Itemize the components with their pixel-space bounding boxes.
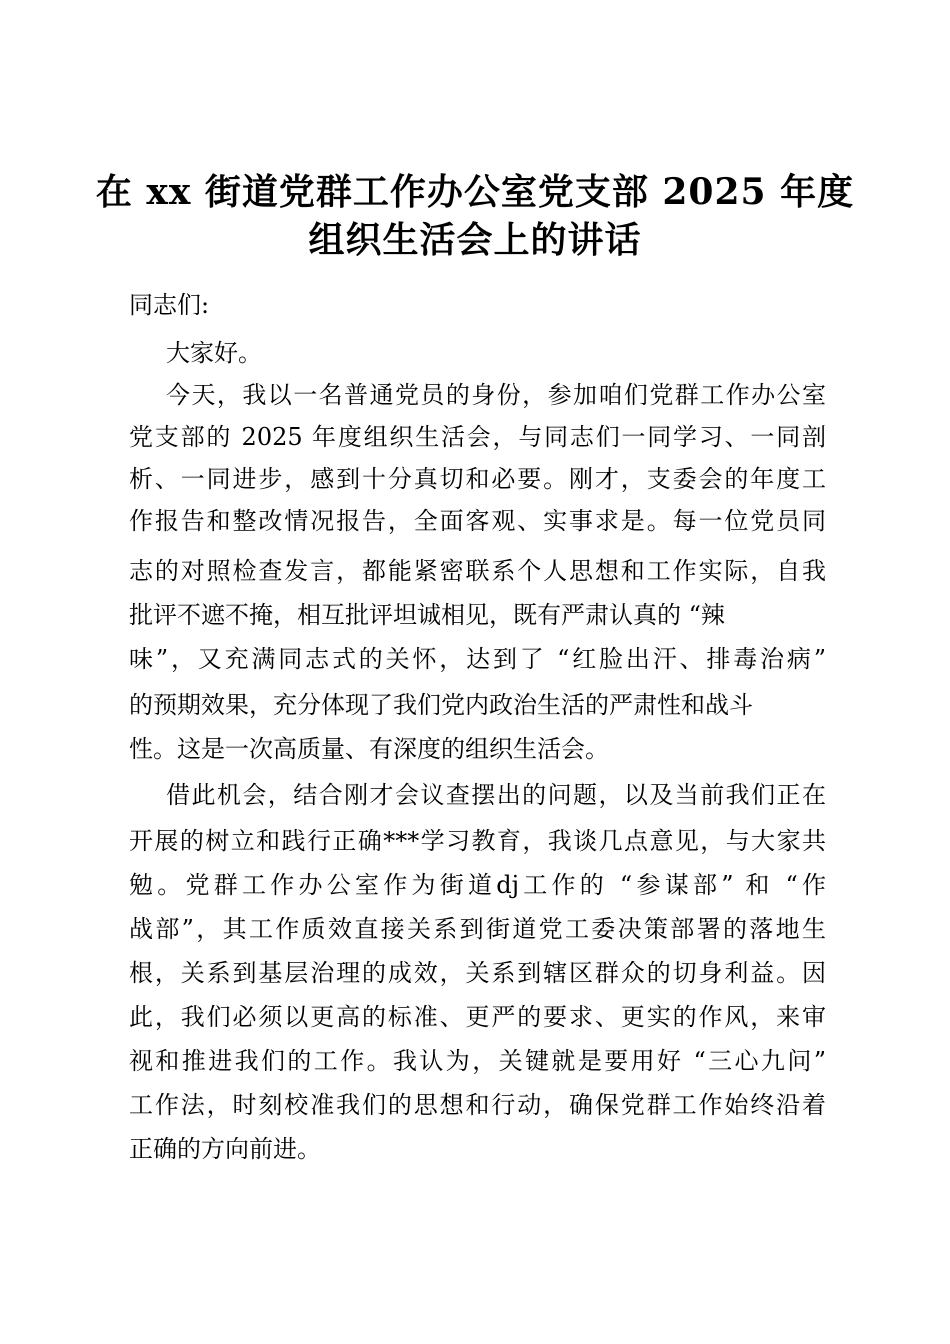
paragraph-1-line-9: 性。这是一次高质量、有深度的组织生活会。 bbox=[129, 735, 609, 763]
paragraph-1-line-3: 析、一同进步，感到十分真切和必要。刚才，支委会的年度工 bbox=[129, 465, 826, 493]
document-title-line-2: 组织生活会上的讲话 bbox=[308, 219, 642, 261]
paragraph-1-line-8: 的预期效果，充分体现了我们党内政治生活的严肃性和战斗 bbox=[129, 691, 753, 719]
paragraph-2-line-4: 战部”，其工作质效直接关系到街道党工委决策部署的落地生 bbox=[129, 915, 826, 943]
paragraph-1-line-2: 党支部的 2025 年度组织生活会，与同志们一同学习、一同剖 bbox=[129, 423, 826, 451]
paragraph-2-line-6: 此，我们必须以更高的标准、更严的要求、更实的作风，来审 bbox=[129, 1003, 826, 1031]
paragraph-1-line-1: 今天，我以一名普通党员的身份，参加咱们党群工作办公室 bbox=[166, 381, 826, 409]
paragraph-2-line-3: 勉。党群工作办公室作为街道dj工作的 “参谋部” 和 “作 bbox=[129, 871, 826, 899]
paragraph-2-line-1: 借此机会，结合刚才会议查摆出的问题，以及当前我们正在 bbox=[166, 781, 826, 809]
paragraph-1-line-5: 志的对照检查发言，都能紧密联系个人思想和工作实际，自我 bbox=[129, 557, 826, 585]
paragraph-1-line-4: 作报告和整改情况报告，全面客观、实事求是。每一位党员同 bbox=[129, 507, 826, 535]
greeting: 大家好。 bbox=[166, 339, 262, 367]
document-title-line-1: 在 xx 街道党群工作办公室党支部 2025 年度 bbox=[95, 171, 855, 213]
paragraph-1-line-7: 味”，又充满同志式的关怀，达到了 “红脸出汗、排毒治病” bbox=[129, 645, 826, 673]
paragraph-2-line-7: 视和推进我们的工作。我认为，关键就是要用好 “三心九问” bbox=[129, 1047, 826, 1075]
paragraph-1-line-6: 批评不遮不掩，相互批评坦诚相见，既有严肃认真的 “辣 bbox=[129, 601, 725, 629]
paragraph-2-line-5: 根，关系到基层治理的成效，关系到辖区群众的切身利益。因 bbox=[129, 959, 826, 987]
paragraph-2-line-2: 开展的树立和践行正确***学习教育，我谈几点意见，与大家共 bbox=[129, 827, 826, 855]
paragraph-2-line-9: 正确的方向前进。 bbox=[129, 1135, 321, 1163]
paragraph-2-line-8: 工作法，时刻校准我们的思想和行动，确保党群工作始终沿着 bbox=[129, 1091, 826, 1119]
salutation: 同志们: bbox=[129, 291, 210, 319]
